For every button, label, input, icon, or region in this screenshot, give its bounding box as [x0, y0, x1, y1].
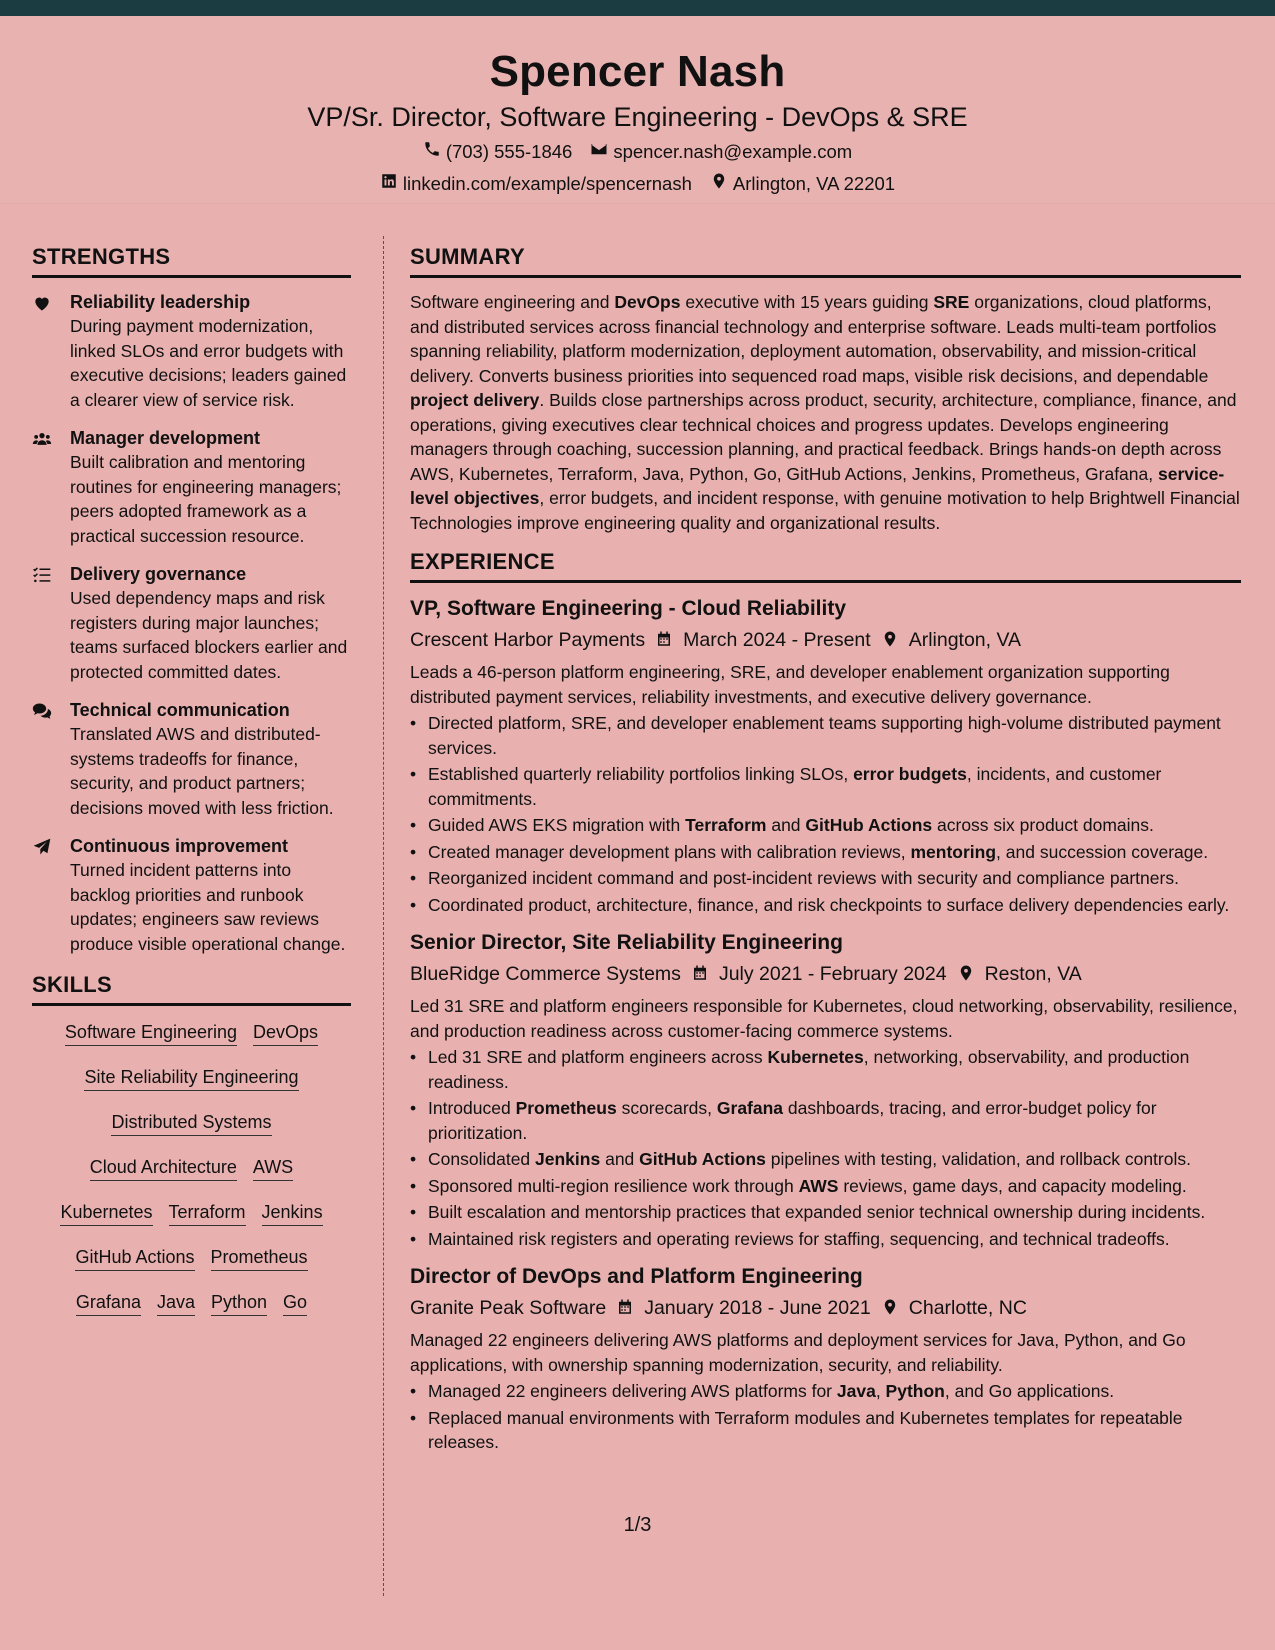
bold-keyword: mentoring	[910, 841, 997, 862]
bold-keyword: Jenkins	[535, 1149, 601, 1169]
bold-keyword: Kubernetes	[767, 1047, 864, 1067]
job-dates: March 2024 - Present	[683, 629, 871, 651]
skill-tag: Jenkins	[262, 1199, 323, 1226]
job-entry	[410, 929, 1241, 1251]
skill-row	[32, 1153, 351, 1181]
job-bullet	[410, 840, 1241, 865]
text-run: Maintained risk registers and operating reviews for staffing, sequencing, and technical tradeoffs.	[428, 1228, 1170, 1249]
text-run: scorecards,	[616, 1098, 717, 1118]
text-run: Directed platform, SRE, and developer enablement teams supporting high-volume distributed payment services.	[428, 713, 1221, 758]
phone-contact[interactable]	[423, 140, 573, 164]
summary-text	[410, 290, 1241, 535]
job-bullet	[410, 1379, 1241, 1404]
strength-title: Reliability leadership	[70, 292, 251, 312]
column-divider	[383, 236, 384, 1596]
text-run: Reorganized incident command and post-incident reviews with security and compliance partners.	[428, 868, 1179, 888]
text-run: ,	[875, 1381, 886, 1401]
text-run: across six product domains.	[932, 815, 1154, 835]
bold-keyword: error budgets	[853, 764, 967, 784]
job-meta	[410, 960, 1241, 988]
text-run: executive with 15 years guiding	[680, 292, 934, 312]
text-run: Created manager development plans with calibration reviews,	[428, 841, 911, 862]
location-text: Arlington, VA 22201	[732, 173, 896, 194]
experience-heading: EXPERIENCE	[410, 549, 1241, 583]
calendar-icon	[691, 960, 709, 988]
bold-keyword: service-level objectives	[410, 463, 1225, 508]
strength-item	[32, 698, 351, 820]
strength-item	[32, 562, 351, 684]
text-run: Guided AWS EKS migration with	[428, 815, 686, 835]
skill-row	[32, 1243, 351, 1271]
text-run: Built escalation and mentorship practices that expanded senior technical ownership during incidents.	[428, 1202, 1206, 1222]
job-location: Charlotte, NC	[908, 1297, 1027, 1319]
bold-keyword: Terraform	[685, 815, 767, 835]
skill-tag: DevOps	[253, 1019, 318, 1046]
contact-row-2	[0, 172, 1275, 196]
left-column	[32, 244, 351, 1333]
skill-tag: Kubernetes	[60, 1199, 152, 1226]
text-run: Replaced manual environments with Terraform modules and Kubernetes templates for repeatable releases.	[428, 1407, 1183, 1452]
right-column	[410, 244, 1241, 1467]
map-pin-icon	[957, 960, 975, 988]
text-run: organizations, cloud platforms, and distributed services across financial technology and enterprise software. Leads multi-team portfolios spanning reliability, platform modernization, deployment automation, observability, and mission-critical delivery. Converts business priorities into sequenced road maps, visible risk decisions, and dependable	[410, 292, 1217, 386]
linkedin-icon	[380, 172, 398, 196]
job-location: Reston, VA	[984, 963, 1082, 985]
strength-item	[32, 290, 351, 412]
job-dates: January 2018 - June 2021	[644, 1297, 871, 1319]
strength-item	[32, 426, 351, 548]
job-dates: July 2021 - February 2024	[718, 963, 947, 985]
skill-row	[32, 1288, 351, 1316]
bold-keyword: SRE	[933, 292, 970, 312]
text-run: . Builds close partnerships across product, security, architecture, compliance, finance, and operations, giving executives clear technical choices and progress updates. Develops engineering managers through coaching, succession planning, and practical feedback. Brings hands-on depth across AWS, Kubernetes, Terraform, Java, Python, Go, GitHub Actions, Jenkins, Prometheus, Grafana,	[410, 390, 1237, 484]
summary-heading: SUMMARY	[410, 244, 1241, 278]
job-bullet	[410, 813, 1241, 838]
text-run: , incidents, and customer commitments.	[428, 764, 1162, 809]
paper-plane-icon	[32, 834, 56, 956]
skill-row	[32, 1108, 351, 1136]
skill-tag: Java	[157, 1289, 195, 1316]
skill-tag: Go	[283, 1289, 307, 1316]
skill-tag: Python	[211, 1289, 267, 1316]
strength-description: Translated AWS and distributed-systems tradeoffs for finance, security, and product partners; decisions moved with less friction.	[70, 724, 334, 818]
job-title: Senior Director, Site Reliability Engineering	[410, 931, 843, 954]
text-run: Introduced	[428, 1098, 516, 1118]
skill-tag: AWS	[253, 1154, 293, 1181]
job-bullet	[410, 893, 1241, 918]
text-run: , and Go applications.	[944, 1381, 1115, 1401]
company-name: Crescent Harbor Payments	[410, 629, 646, 651]
job-bullet	[410, 711, 1241, 760]
skill-tag: Grafana	[76, 1289, 141, 1316]
text-run: , and succession coverage.	[996, 841, 1209, 862]
job-title: VP, Software Engineering - Cloud Reliability	[410, 597, 847, 620]
job-meta	[410, 626, 1241, 654]
job-bullet	[410, 1406, 1241, 1455]
strengths-list	[32, 290, 351, 956]
bold-keyword: AWS	[798, 1175, 839, 1196]
text-run: Coordinated product, architecture, finance, and risk checkpoints to surface delivery dependencies early.	[428, 894, 1230, 915]
calendar-icon	[616, 1294, 634, 1322]
experience-list	[410, 595, 1241, 1455]
skill-row	[32, 1063, 351, 1091]
job-location: Arlington, VA	[908, 629, 1022, 651]
skill-tag: Prometheus	[211, 1244, 308, 1271]
text-run: , networking, observability, and production readiness.	[428, 1047, 1190, 1092]
text-run: , error budgets, and incident response, with genuine motivation to help Brightwell Financial Technologies improve engineering quality and organizational results.	[410, 488, 1240, 533]
candidate-role: VP/Sr. Director, Software Engineering - DevOps & SRE	[307, 102, 968, 132]
email-text: spencer.nash@example.com	[613, 141, 853, 162]
strengths-heading: STRENGTHS	[32, 244, 351, 278]
company-name: BlueRidge Commerce Systems	[410, 963, 681, 985]
text-run: Sponsored multi-region resilience work through	[428, 1175, 799, 1196]
bold-keyword: DevOps	[614, 292, 681, 312]
job-meta	[410, 1294, 1241, 1322]
job-bullet	[410, 1045, 1241, 1094]
strength-title: Technical communication	[70, 700, 290, 720]
job-bullet	[410, 762, 1241, 811]
job-bullet	[410, 1227, 1241, 1252]
job-bullet	[410, 1174, 1241, 1199]
company-name: Granite Peak Software	[410, 1297, 607, 1319]
job-bullet	[410, 1147, 1241, 1172]
bold-keyword: Grafana	[716, 1098, 784, 1118]
job-description: Led 31 SRE and platform engineers responsible for Kubernetes, cloud networking, observability, resilience, and production readiness across customer-facing commerce systems.	[410, 996, 1238, 1041]
text-run: Consolidated	[428, 1149, 536, 1169]
job-description: Managed 22 engineers delivering AWS platforms and deployment services for Java, Python, and Go applications, with ownership spanning modernization, security, and reliability.	[410, 1330, 1186, 1375]
heart-icon	[32, 290, 56, 412]
calendar-icon	[655, 626, 673, 654]
skills-list	[32, 1018, 351, 1316]
envelope-icon	[590, 140, 608, 164]
strength-description: Used dependency maps and risk registers during major launches; teams surfaced blockers earlier and protected committed dates.	[70, 588, 348, 682]
job-description: Leads a 46-person platform engineering, SRE, and developer enablement organization supporting distributed payment services, reliability investments, and executive delivery governance.	[410, 662, 1170, 707]
phone-text: (703) 555-1846	[445, 141, 573, 162]
text-run: Led 31 SRE and platform engineers across	[428, 1047, 768, 1067]
resume-header	[0, 16, 1275, 204]
phone-icon	[423, 140, 441, 164]
skill-tag: GitHub Actions	[75, 1244, 194, 1271]
strength-description: Built calibration and mentoring routines for engineering managers; peers adopted framework as a practical succession resource.	[70, 452, 342, 546]
bold-keyword: GitHub Actions	[639, 1149, 766, 1169]
chat-bubbles-icon	[32, 698, 56, 820]
users-icon	[32, 426, 56, 548]
skill-row	[32, 1198, 351, 1226]
strength-item	[32, 834, 351, 956]
job-bullet	[410, 1200, 1241, 1225]
strength-title: Delivery governance	[70, 564, 247, 584]
skill-tag: Distributed Systems	[111, 1109, 271, 1136]
text-run: and	[600, 1149, 640, 1169]
job-bullet	[410, 1096, 1241, 1145]
bold-keyword: Prometheus	[515, 1098, 617, 1118]
map-pin-icon	[881, 626, 899, 654]
job-bullets	[410, 711, 1241, 917]
strength-title: Manager development	[70, 428, 261, 448]
contact-row-1	[0, 140, 1275, 164]
map-pin-icon	[881, 1294, 899, 1322]
task-list-icon	[32, 562, 56, 684]
skill-tag: Software Engineering	[65, 1019, 237, 1046]
email-contact[interactable]	[590, 140, 852, 164]
strength-description: Turned incident patterns into backlog priorities and runbook updates; engineers saw reviews produce visible operational change.	[70, 860, 346, 954]
text-run: dashboards, tracing, and error-budget policy for prioritization.	[428, 1098, 1157, 1143]
map-pin-icon	[710, 172, 728, 196]
skill-row	[32, 1018, 351, 1046]
job-entry	[410, 1263, 1241, 1455]
top-accent-bar	[0, 0, 1275, 16]
linkedin-contact[interactable]	[380, 172, 692, 196]
job-bullets	[410, 1045, 1241, 1251]
bold-keyword: GitHub Actions	[805, 815, 933, 835]
linkedin-text: linkedin.com/example/spencernash	[402, 173, 692, 194]
job-title: Director of DevOps and Platform Engineering	[410, 1265, 863, 1288]
candidate-name: Spencer Nash	[489, 47, 786, 96]
bold-keyword: project delivery	[410, 390, 540, 410]
text-run: pipelines with testing, validation, and rollback controls.	[765, 1149, 1191, 1169]
resume-body	[0, 204, 1275, 1650]
text-run: Established quarterly reliability portfolios linking SLOs,	[428, 764, 854, 784]
job-entry	[410, 595, 1241, 917]
skill-tag: Cloud Architecture	[90, 1154, 237, 1181]
bold-keyword: Python	[885, 1381, 945, 1401]
text-run: and	[766, 815, 806, 835]
skill-tag: Terraform	[169, 1199, 246, 1226]
bold-keyword: Java	[836, 1381, 876, 1401]
strength-description: During payment modernization, linked SLOs and error budgets with executive decisions; leaders gained a clearer view of service risk.	[70, 316, 347, 410]
location-contact	[710, 172, 895, 196]
job-bullets	[410, 1379, 1241, 1455]
text-run: Managed 22 engineers delivering AWS platforms for	[428, 1381, 837, 1401]
page-number: 1/3	[623, 1514, 652, 1536]
skills-heading: SKILLS	[32, 972, 351, 1006]
text-run: Software engineering and	[410, 292, 615, 312]
skill-tag: Site Reliability Engineering	[84, 1064, 298, 1091]
strength-title: Continuous improvement	[70, 836, 289, 856]
text-run: reviews, game days, and capacity modeling.	[838, 1175, 1187, 1196]
job-bullet	[410, 866, 1241, 891]
